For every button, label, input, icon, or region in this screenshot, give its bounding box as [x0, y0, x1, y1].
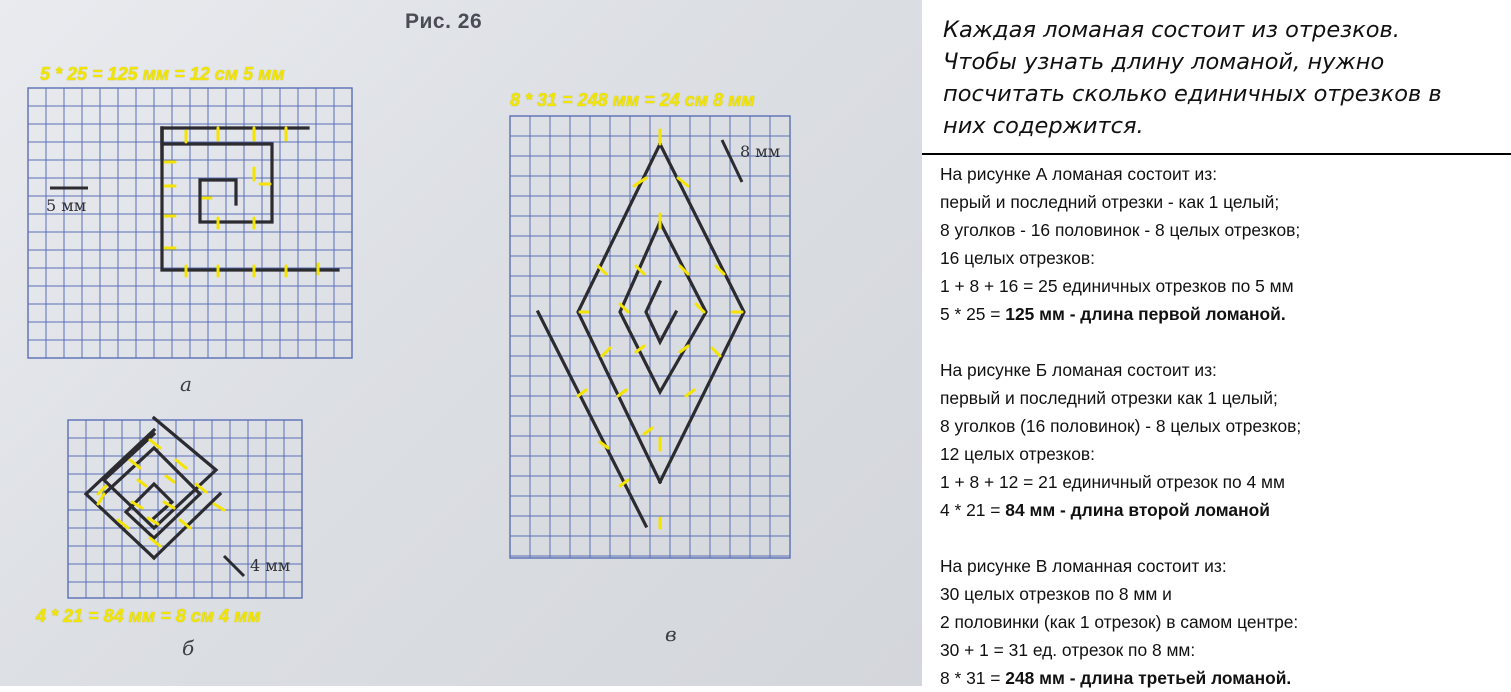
solution-c-line: 2 половинки (как 1 отрезок) в самом центре:: [940, 612, 1299, 632]
segment-tick: [176, 460, 186, 468]
intro-line: Чтобы узнать длину ломаной, нужно: [943, 49, 1385, 75]
scale-label-a: 5 мм: [46, 196, 87, 215]
result-formula: 5 * 25 =: [940, 304, 1006, 324]
polyline-c: [620, 222, 706, 392]
segment-tick: [712, 348, 720, 356]
figure-c-rhombus: [510, 116, 790, 558]
intro-line: посчитать сколько единичных отрезков в: [943, 81, 1442, 107]
annotation-c: 8 * 31 = 248 мм = 24 см 8 мм: [510, 90, 755, 110]
scale-mark-b: [224, 556, 244, 576]
figure-a-spiral: [28, 88, 352, 358]
solution-c-line: 30 + 1 = 31 ед. отрезок по 8 мм:: [940, 640, 1196, 660]
segment-tick: [214, 504, 224, 510]
result-answer: 125 мм - длина первой ломаной.: [1005, 304, 1286, 324]
solution-text: [940, 160, 1508, 692]
intro-text: [943, 14, 1508, 142]
annotation-b: 4 * 21 = 84 мм = 8 см 4 мм: [36, 606, 261, 626]
segment-tick: [138, 480, 146, 486]
caption-a: а: [180, 372, 192, 396]
annotation-a: 5 * 25 = 125 мм = 12 см 5 мм: [40, 64, 285, 84]
intro-line: них содержится.: [943, 113, 1144, 139]
solution-a-result: [940, 300, 1508, 328]
solution-c-result: [940, 664, 1508, 692]
caption-c: в: [665, 622, 677, 646]
figure-title: Рис. 26: [405, 10, 483, 33]
solution-c-line: На рисунке В ломанная состоит из:: [940, 556, 1227, 576]
solution-a-line: 1 + 8 + 16 = 25 единичных отрезков по 5 мм: [940, 276, 1294, 296]
solution-a-line: 16 целых отрезков:: [940, 248, 1095, 268]
solution-b-line: 12 целых отрезков:: [940, 444, 1095, 464]
scale-label-b: 4 мм: [250, 556, 291, 575]
segment-tick: [166, 476, 174, 482]
solution-b-line: 1 + 8 + 12 = 21 единичный отрезок по 4 мм: [940, 472, 1285, 492]
result-formula: 4 * 21 =: [940, 500, 1006, 520]
divider-line: [922, 153, 1511, 155]
solution-a-line: 8 уголков - 16 половинок - 8 целых отрезков;: [940, 220, 1301, 240]
segment-tick: [644, 428, 652, 434]
solution-a-line: перый и последний отрезки - как 1 целый;: [940, 192, 1280, 212]
scale-label-c: 8 мм: [740, 142, 781, 161]
solution-b-result: [940, 496, 1508, 524]
solution-b-line: первый и последний отрезки как 1 целый;: [940, 388, 1278, 408]
caption-b: б: [182, 636, 195, 660]
result-answer: 248 мм - длина третьей ломаной.: [1005, 668, 1292, 688]
segment-tick: [618, 390, 626, 396]
solution-b-line: 8 уголков (16 половинок) - 8 целых отрезков;: [940, 416, 1302, 436]
segment-tick: [98, 494, 104, 504]
intro-line: Каждая ломаная состоит из отрезков.: [943, 17, 1400, 43]
result-answer: 84 мм - длина второй ломаной: [1005, 500, 1270, 520]
solution-b-line: На рисунке Б ломаная состоит из:: [940, 360, 1217, 380]
segment-tick: [602, 348, 610, 356]
polyline-a: [162, 144, 338, 270]
result-formula: 8 * 31 =: [940, 668, 1006, 688]
solution-c-line: 30 целых отрезков по 8 мм и: [940, 584, 1172, 604]
solution-a-line: На рисунке А ломаная состоит из:: [940, 164, 1218, 184]
